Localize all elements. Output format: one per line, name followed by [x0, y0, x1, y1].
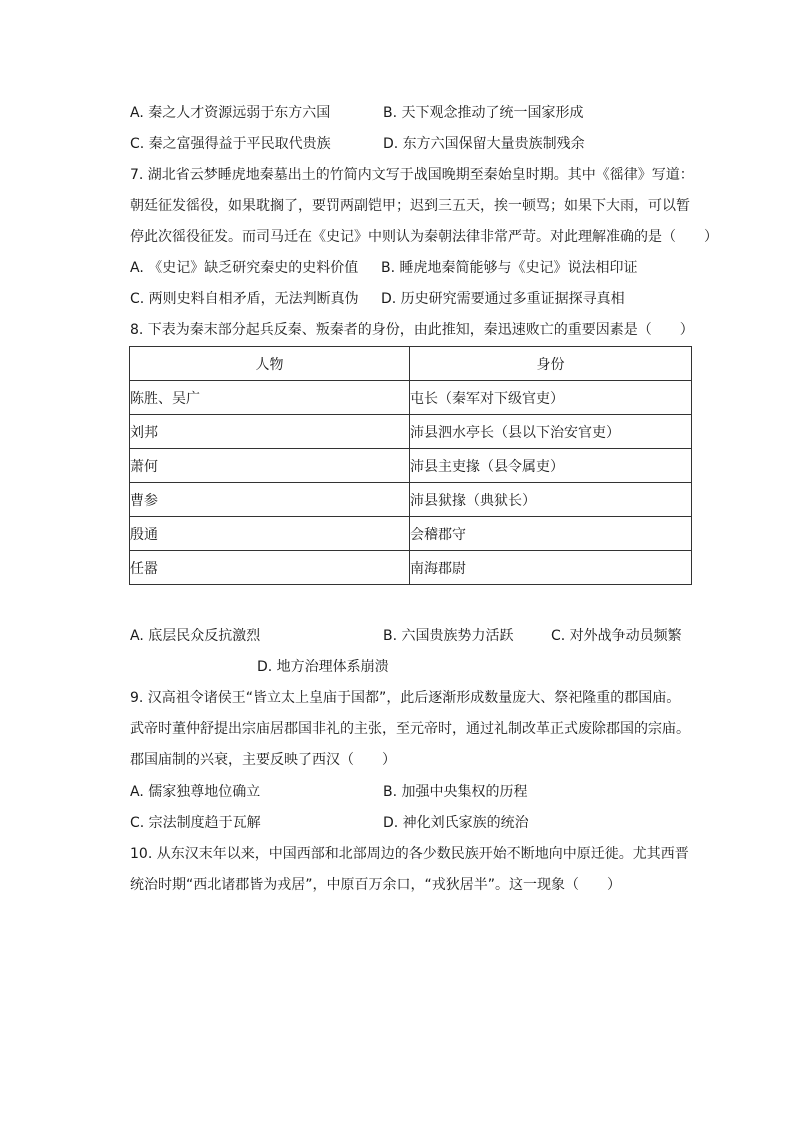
q9-option-a: A. 儒家独尊地位确立 [130, 784, 261, 800]
cell-person: 殷通 [130, 517, 410, 551]
table-row [130, 483, 692, 517]
cell-identity: 沛县狱掾（典狱长） [410, 483, 692, 517]
q7-stem-line-2: 朝廷征发徭役，如果耽搁了，要罚两副铠甲；迟到三五天，挨一顿骂；如果下大雨，可以暂 [130, 198, 690, 214]
table-row [130, 381, 692, 415]
q7-option-c: C. 两则史料自相矛盾，无法判断真伪 [130, 291, 359, 307]
q7-option-b: B. 睡虎地秦简能够与《史记》说法相印证 [381, 260, 638, 276]
q8-option-b: B. 六国贵族势力活跃 [383, 628, 514, 644]
q9-stem-line-2: 武帝时董仲舒提出宗庙居郡国非礼的主张，至元帝时，通过礼制改革正式废除郡国的宗庙。 [130, 721, 690, 737]
cell-identity: 会稽郡守 [410, 517, 692, 551]
table-row [130, 449, 692, 483]
cell-identity: 屯长（秦军对下级官吏） [410, 381, 692, 415]
header-person: 人物 [130, 347, 410, 381]
q8-option-d: D. 地方治理体系崩溃 [257, 659, 389, 675]
header-identity: 身份 [410, 347, 692, 381]
q7-option-d: D. 历史研究需要通过多重证据探寻真相 [381, 291, 625, 307]
q9-stem-line-3: 郡国庙制的兴衰，主要反映了西汉（ ） [130, 752, 396, 768]
q7-stem-line-3: 停此次徭役征发。而司马迁在《史记》中则认为秦朝法律非常严苛。对此理解准确的是（ ） [130, 229, 718, 245]
q10-stem-line-1: 10. 从东汉末年以来，中国西部和北部周边的各少数民族开始不断地向中原迁徙。尤其西晋 [130, 846, 689, 862]
q8-option-a: A. 底层民众反抗激烈 [130, 628, 261, 644]
cell-person: 曹参 [130, 483, 410, 517]
q9-stem-line-1: 9. 汉高祖令诸侯王“皆立太上皇庙于国都”，此后逐渐形成数量庞大、祭祀隆重的郡国庙。 [130, 690, 681, 706]
table-row [130, 551, 692, 585]
cell-person: 刘邦 [130, 415, 410, 449]
table-header-row [130, 347, 692, 381]
q10-stem-line-2: 统治时期“西北诸郡皆为戎居”，中原百万余口，“戎狄居半”。这一现象（ ） [130, 877, 622, 893]
q9-option-d: D. 神化刘氏家族的统治 [383, 815, 529, 831]
q6-option-a: A. 秦之人才资源远弱于东方六国 [130, 105, 331, 121]
q6-option-d: D. 东方六国保留大量贵族制残余 [383, 136, 585, 152]
q8-option-c: C. 对外战争动员频繁 [551, 628, 682, 644]
q8-table [129, 346, 692, 585]
cell-person: 陈胜、吴广 [130, 381, 410, 415]
q8-stem: 8. 下表为秦末部分起兵反秦、叛秦者的身份，由此推知，秦迅速败亡的重要因素是（ ） [130, 322, 694, 338]
table-row [130, 517, 692, 551]
q6-option-c: C. 秦之富强得益于平民取代贵族 [130, 136, 331, 152]
table-row [130, 415, 692, 449]
q7-option-a: A. 《史记》缺乏研究秦史的史料价值 [130, 260, 359, 276]
q7-stem-line-1: 7. 湖北省云梦睡虎地秦墓出土的竹简内文写于战国晚期至秦始皇时期。其中《徭律》写道： [130, 167, 694, 183]
cell-identity: 沛县主吏掾（县令属吏） [410, 449, 692, 483]
q6-option-b: B. 天下观念推动了统一国家形成 [383, 105, 584, 121]
cell-identity: 沛县泗水亭长（县以下治安官吏） [410, 415, 692, 449]
cell-person: 任嚣 [130, 551, 410, 585]
q9-option-c: C. 宗法制度趋于瓦解 [130, 815, 261, 831]
cell-person: 萧何 [130, 449, 410, 483]
cell-identity: 南海郡尉 [410, 551, 692, 585]
q9-option-b: B. 加强中央集权的历程 [383, 784, 528, 800]
